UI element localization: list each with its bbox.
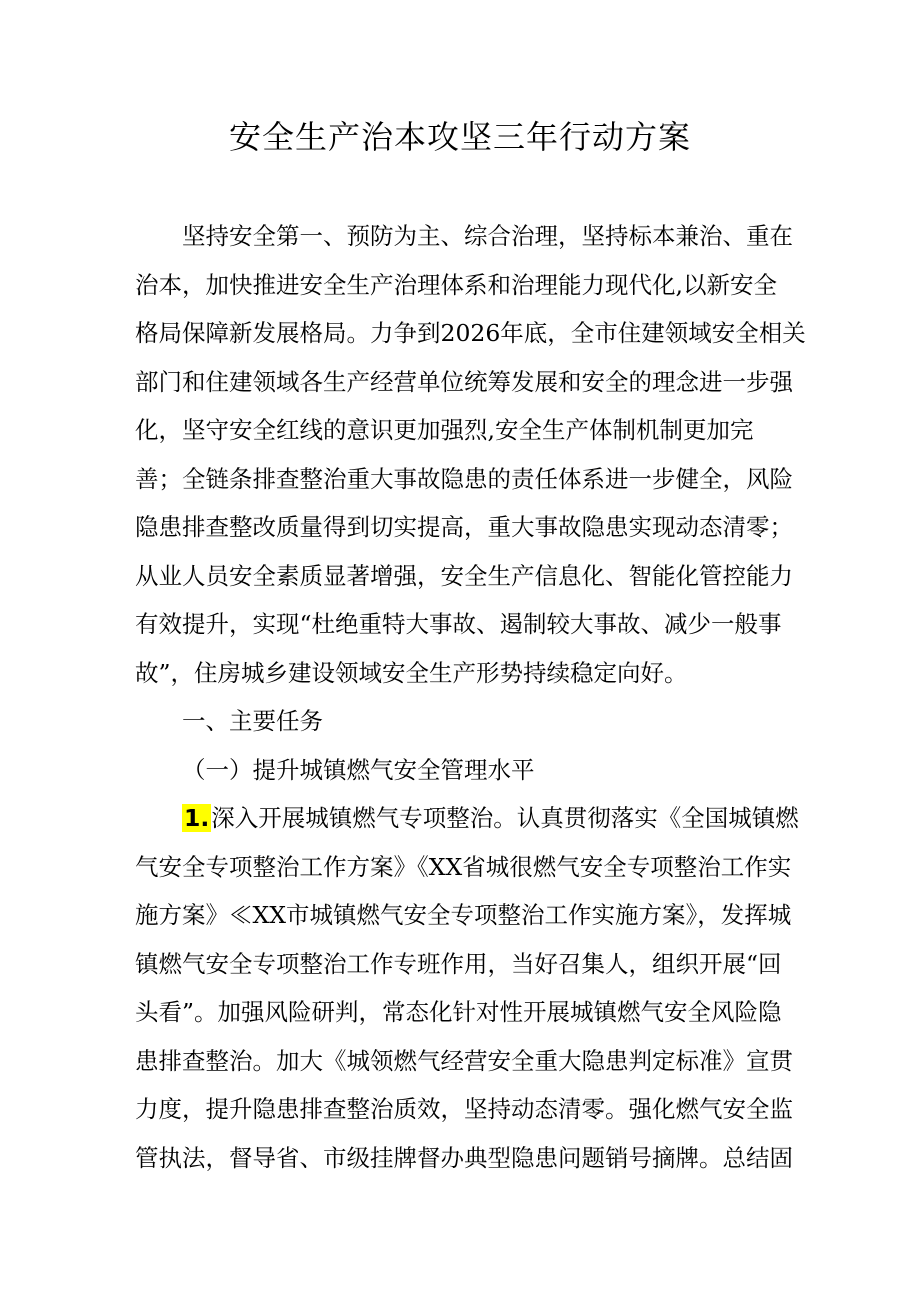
- paragraph-line: 有效提升，实现“杜绝重特大事故、遏制较大事故、减少一般事: [135, 610, 782, 638]
- paragraph-line: 管执法，督导省、市级挂牌督办典型隐患问题销号摘牌。总结固: [135, 1143, 793, 1172]
- paragraph-line: 力度，提升隐患排查整治质效，坚持动态清零。强化燃气安全监: [135, 1095, 793, 1123]
- subsection-heading: （一）提升城镇燃气安全管理水平: [182, 755, 535, 784]
- item-paragraph: [135, 794, 799, 1182]
- paragraph-line: [135, 794, 799, 843]
- paragraph-line: 患排查整治。加大《城领燃气经营安全重大隐患判定标准》宣贯: [135, 1046, 793, 1075]
- section-headings: [135, 697, 795, 794]
- paragraph-line: 镇燃气安全专项整治工作专班作用，当好召集人，组织开展“回: [135, 949, 782, 978]
- paragraph-line: 部门和住建领域各生产经营单位统筹发展和安全的理念进一步强: [135, 367, 793, 396]
- paragraph-line: 从业人员安全素质显著增强，安全生产信息化、智能化管控能力: [135, 561, 793, 590]
- paragraph-line: 善；全链条排查整治重大事故隐患的责任体系进一步健全，风险: [135, 464, 793, 493]
- item-number-highlight: 1.: [184, 804, 210, 832]
- intro-paragraph: [135, 212, 806, 697]
- paragraph-line: 隐患排查整改质量得到切实提高，重大事故隐患实现动态清零；: [135, 513, 793, 541]
- paragraph-line: 故”，住房城乡建设领域安全生产形势持续稳定向好。: [135, 658, 688, 687]
- document-title: 安全生产治本攻坚三年行动方案: [228, 118, 691, 156]
- paragraph-line: 头看”。加强风险研判，常态化针对性开展城镇燃气安全风险隐: [135, 998, 782, 1026]
- paragraph-line: 施方案》≪XX市城镇燃气安全专项整治工作实施方案》，发挥城: [135, 901, 792, 929]
- paragraph-line: 气安全专项整治工作方案》《XX省城很燃气安全专项整治工作实: [135, 852, 792, 881]
- paragraph-line: 治本，加快推进安全生产治理体系和治理能力现代化,以新安全: [135, 270, 777, 299]
- paragraph-line: 格局保障新发展格局。力争到2026年底，全市住建领域安全相关: [135, 319, 806, 347]
- section-heading: 一、主要任务: [182, 707, 323, 735]
- item-first-line-text: 深入开展城镇燃气专项整治。认真贯彻落实《全国城镇燃: [211, 804, 799, 832]
- paragraph-line: 化，坚守安全红线的意识更加强烈,安全生产体制机制更加完: [135, 416, 754, 444]
- paragraph-line: 坚持安全第一、预防为主、综合治理，坚持标本兼治、重在: [182, 222, 793, 250]
